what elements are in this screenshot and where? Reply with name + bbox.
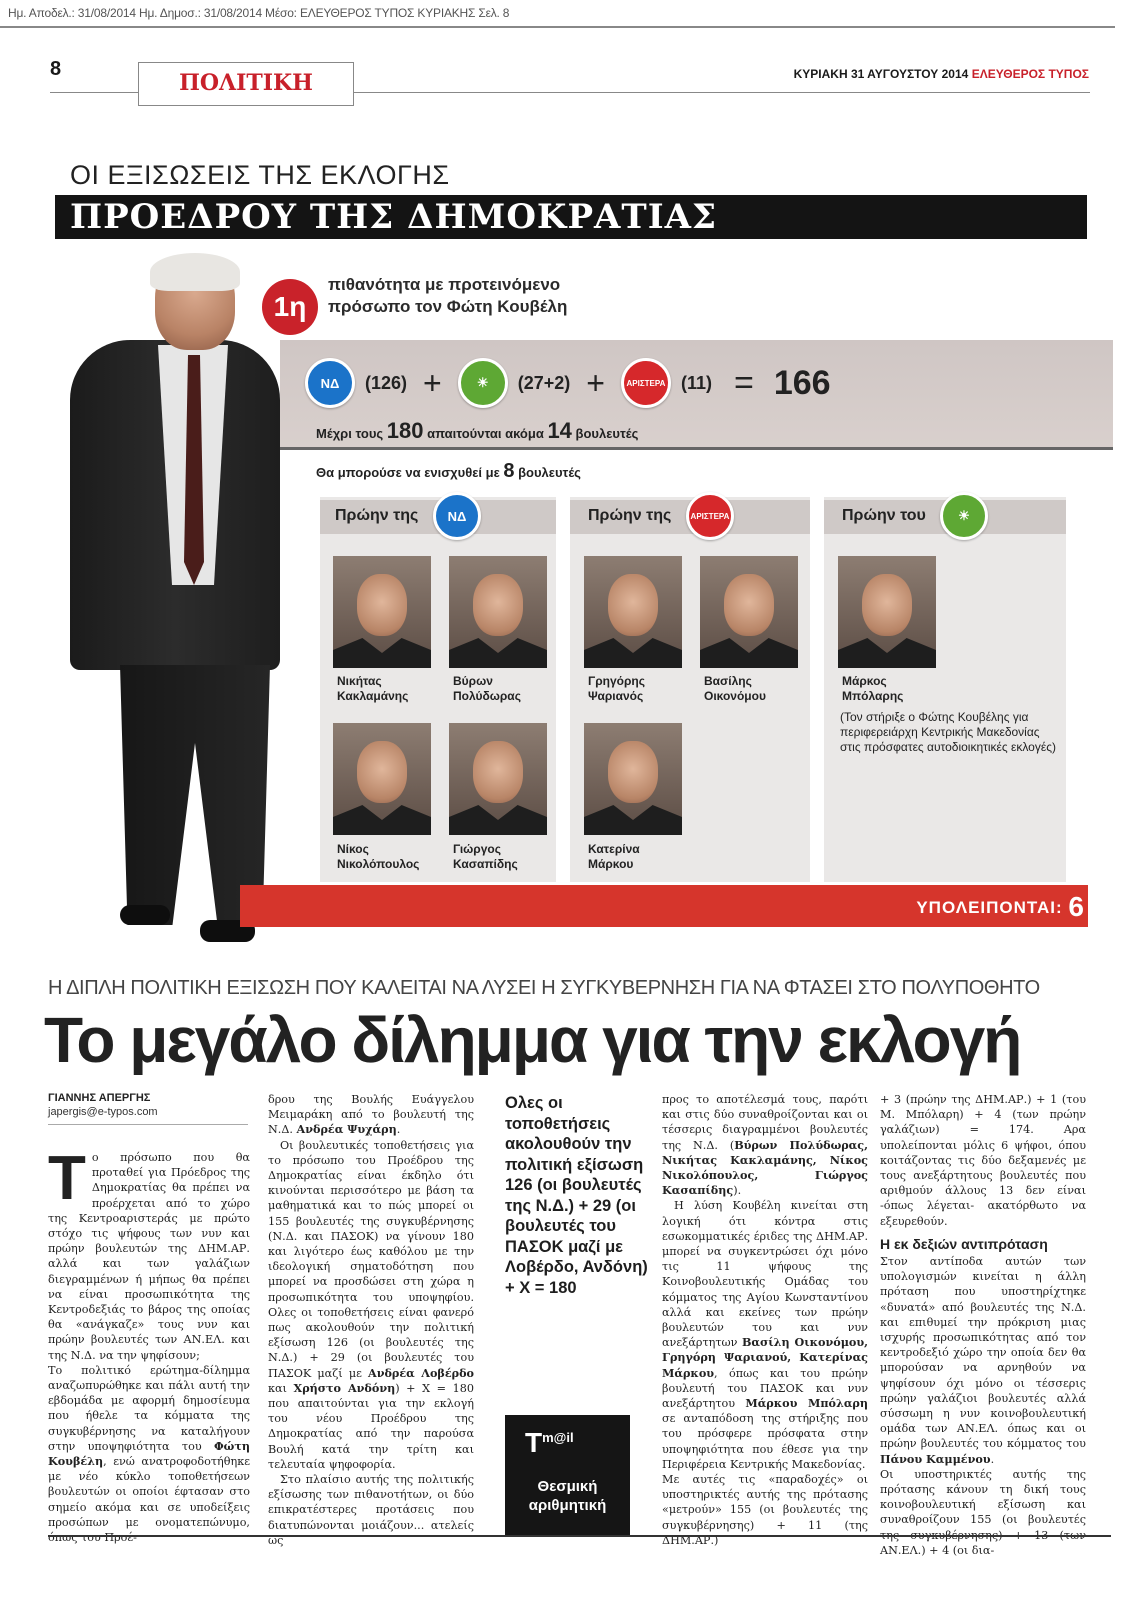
dateline (794, 67, 1089, 81)
author-name: ΓΙΑΝΝΗΣ ΑΠΕΡΓΗΣ (48, 1092, 151, 1104)
portrait-bolaris (838, 556, 936, 668)
feature-title: ΠΡΟΕΔΡΟΥ ΤΗΣ ΔΗΜΟΚΡΑΤΙΑΣ (70, 197, 718, 237)
newspaper-name: ΕΛΕΥΘΕΡΟΣ ΤΥΠΟΣ (971, 67, 1089, 81)
bolaris-note: (Τον στήριξε ο Φώτης Κουβέλης για περιφερειάρχη Κεντρικής Μακεδονίας στις πρόσφατες αυτοδιοικητικές εκλογές) (840, 710, 1056, 754)
byline-divider (48, 1124, 248, 1125)
group-label-pasok: Πρώην του (842, 507, 926, 524)
plus-sign: + (423, 364, 442, 401)
author-email[interactable]: japergis@e-typos.com (48, 1106, 158, 1118)
header-rule (354, 92, 1090, 93)
section-label: ΠΟΛΙΤΙΚΗ (179, 70, 313, 96)
kouvelis-photo (50, 255, 280, 955)
portrait-oikonomou (700, 556, 798, 668)
article-column-3: προς το αποτέλεσμά τους, παρότι και στις δύο συναθροίζονται και οι τέσσερις διαγραμμένοι βουλευτές της Ν.Δ. (Βύρων Πολύδωρας, Νικήτας Κακλαμάνης, Νίκος Νικολόπουλος, Γιώργος Κασαπίδης). Η λύση Κουβέλη κινείται στη λογική ότι κόντρα στις εσωκομματικές έριδες της ΔΗΜ.ΑΡ. μπορεί να συγκεντρώσει όχι μόνο τις 11 ψήφους της Κοινοβουλευτικής Ομάδας του κόμματος της Αγίου Κωνσταντίνου αλλά και εκείνες των πρώην βουλευτών του και νυν ανεξάρτητων Βασίλη Οικονόμου, Γρηγόρη Ψαριανού, Κατερίνας Μάρκου, όπως και του πρώην βουλευτή του ΠΑΣΟΚ και νυν ανεξάρτητου Μάρκου Μπόλαρη σε ανταπόδοση της στήριξης που του πρόσφερε πρόσφατα στην υποψηφιότητα που έθεσε για την Περιφέρεια Κεντρικής Μακεδονίας. Με αυτές τις «παραδοχές» οι υποστηρικτές αυτής της πρότασης «μετρούν» 155 (οι βουλευτές της συγκυβέρνησης) + 11 (της ΔΗΜ.ΑΡ.) (662, 1093, 868, 1547)
tmail-logo: $T^{m@il}$ (525, 1427, 574, 1458)
portrait-kasapidis (449, 723, 547, 835)
header-rule (50, 92, 138, 93)
remaining-count: ΥΠΟΛΕΙΠΟΝΤΑΙ: 6 (916, 891, 1085, 922)
issue-date: ΚΥΡΙΑΚΗ 31 ΑΥΓΟΥΣΤΟΥ 2014 (793, 67, 969, 81)
article-column-1: Τ ο πρόσωπο που θα προταθεί για Πρόεδρος της Δημοκρατίας θα πρέπει να προέρχεται από το χώρο της Κεντροαριστεράς με πρώτο στόχο τις ψήφους των νυν και πρώην βουλευτών της ΔΗΜ.ΑΡ. αλλά και των γαλάζιων διεγραμμένων ή μήπως θα πρέπει να είναι προσωπικότητα της Κεντροδεξιάς το βάρος της οποίας θα «ανάγκαζε» τους νυν και πρώην βουλευτές των ΑΝ.ΕΛ. και της Ν.Δ. να την ψηφίσουν; Το πολιτικό ερώτημα-δίλημμα αναζωπυρώθηκε και πάλι αυτή την εβδομάδα με αφορμή δημοσίευμα που ήθελε τα κόμματα της συγκυβέρνησης να καταλήγουν στην υποψηφιότητα του Φώτη Κουβέλη, ενώ ανατροφοδοτήθηκε με νέο κύκλο τοποθετήσεων βουλευτών οι οποίοι έφτασαν στο σημείο ακόμα και σε υποδείξεις προσώπων με ονοματεπώνυμο, όπως του Προέ- (48, 1144, 250, 1545)
portrait-psarianos (584, 556, 682, 668)
member-name: Βύρων Πολύδωρας (453, 674, 521, 703)
page-bottom-rule (48, 1535, 1111, 1537)
plus-sign: + (586, 364, 605, 401)
member-name: Νικήτας Κακλαμάνης (337, 674, 409, 703)
member-name: Γρηγόρης Ψαριανός (588, 674, 645, 703)
article-column-2: δρου της Βουλής Ευάγγελου Μειμαράκη από το βουλευτή της Ν.Δ. Ανδρέα Ψυχάρη. Οι βουλευτικές τοποθετήσεις για το πρόσωπο του Προέδρου της Δημοκρατίας είναι έκδηλο ότι κινούνται περισσότερο με βάση τα μαθηματικά και το πώς μπορεί οι 155 βουλευτές της συγκυβέρνησης (Ν.Δ. και ΠΑΣΟΚ) να γίνουν 180 και λιγότερο έως καθόλου με την ιδεολογική σηματοδότηση που μπορεί να προσδώσει στη χώρα η προσωπικότητα του υποψηφίου. Ολες οι τοποθετήσεις είναι φανερό πως ακολουθούν την πολιτική εξίσωση 126 (οι βουλευτές της Ν.Δ.) + 29 (οι βουλευτές του ΠΑΣΟΚ μαζί με Ανδρέα Λοβέρδο και Χρήστο Ανδόνη) + Χ = 180 που απαιτούνται για την εκλογή του νέου Προέδρου της Δημοκρατίας από την παρούσα Βουλή κατά την τρίτη και τελευταία ψηφοφορία. Στο πλαίσιο αυτής της πολιτικής εξίσωσης των πιθανοτήτων, οι δύο επικρατέστερες προτάσεις που διατυπώνονται μοιάζουν... ατελείς ως (268, 1093, 474, 1547)
drop-cap: Τ (48, 1144, 86, 1213)
equals-sign: = (733, 363, 754, 402)
article-overline: Η ΔΙΠΛΗ ΠΟΛΙΤΙΚΗ ΕΞΙΣΩΣΗ ΠΟΥ ΚΑΛΕΙΤΑΙ ΝΑ ΛΥΣΕΙ Η ΣΥΓΚΥΒΕΡΝΗΣΗ ΓΙΑ ΝΑ ΦΤΑΣΕΙ ΣΤΟ ΠΟΛΥΠΟΘΗΤΟ (48, 977, 1040, 999)
pasok-logo-icon: ☀ (940, 492, 988, 540)
meta-divider (0, 26, 1115, 28)
nd-logo-icon: ΝΔ (433, 492, 481, 540)
group-label-dimar: Πρώην της (588, 507, 672, 524)
article-headline: Το μεγάλο δίλημμα για την εκλογή (44, 1004, 1021, 1076)
pull-quote: Ολες οι τοποθετήσεις ακολουθούν την πολιτική εξίσωση 126 (οι βουλευτές της Ν.Δ.) + 29 (οι βουλευτές του ΠΑΣΟΚ μαζί με Λοβέρδο, Ανδόνη) + Χ = 180 (505, 1094, 648, 1297)
nd-seats: (126) (365, 372, 408, 393)
portrait-kaklamanis (333, 556, 431, 668)
portrait-markou (584, 723, 682, 835)
member-name: Κατερίνα Μάρκου (588, 842, 640, 871)
member-name: Μάρκος Μπόλαρης (842, 674, 904, 703)
dimar-logo-icon: ΑΡΙΣΤΕΡΑ (686, 492, 734, 540)
dimar-logo-icon: ΑΡΙΣΤΕΡΑ (621, 358, 671, 408)
seat-total: 166 (773, 363, 831, 402)
tmail-title: Θεσμική αριθμητική (528, 1478, 607, 1514)
member-name: Βασίλης Οικονόμου (704, 674, 766, 703)
group-label-nd: Πρώην της (335, 507, 419, 524)
reinforcement-line: Θα μπορούσε να ενισχυθεί με 8 βουλευτές (316, 460, 581, 482)
scenario-lead: πιθανότητα με προτεινόμενο πρόσωπο τον Φώτη Κουβέλη (328, 275, 568, 316)
nd-logo-icon: ΝΔ (305, 358, 355, 408)
pasok-logo-icon: ☀ (458, 358, 508, 408)
feature-kicker: ΟΙ ΕΞΙΣΩΣΕΙΣ ΤΗΣ ΕΚΛΟΓΗΣ (70, 160, 450, 190)
clipping-metadata: Ημ. Αποδελ.: 31/08/2014 Ημ. Δημοσ.: 31/08/2014 Μέσο: ΕΛΕΥΘΕΡΟΣ ΤΥΠΟΣ ΚΥΡΙΑΚΗΣ Σελ. 8 (8, 6, 510, 20)
pasok-seats: (27+2) (517, 372, 571, 393)
dimar-seats: (11) (680, 372, 712, 393)
seat-equation (305, 358, 831, 408)
article-column-4: + 3 (πρώην της ΔΗΜ.ΑΡ.) + 1 (του Μ. Μπόλαρη) + 4 (των πρώην γαλάζιων) = 174. Αρα υπολείπονται μόλις 6 ψήφοι, όπου κοιτάζοντας τις δύο δεξαμενές με τους ανεξάρτητους βουλευτές που αριθμούν άλλους 13 δεν είναι -όπως λέγεται- ακατόρθωτο να εξευρεθούν. Η εκ δεξιών αντιπρόταση Στον αντίποδα αυτών των υπολογισμών κινείται η άλλη πρόταση που υποστηρίχτηκε «δυνατά» από βουλευτές της Ν.Δ. και επιθυμεί την πρόκριση μιας ισχυρής προσωπικότητας από τον κεντροδεξιό χώρο την οποία δεν θα μπορούσαν να αρνηθούν να ψηφίσουν όχι μόνο οι τέσσερις πρώην γαλάζιοι βουλευτές αλλά σύσσωμη η νυν κοινοβουλευτική ομάδα των ΑΝ.ΕΛ. όπως και οι πρώην βουλευτές του κόμματος του Πάνου Καμμένου. Οι υποστηρικτές αυτής της πρότασης κάνουν τη δική τους κοινοβουλευτική εξίσωση και συναθροίζουν 155 (οι βουλευτές της συγκυβέρνησης) + 13 (των ΑΝ.ΕΛ.) + 4 (οι δια- (880, 1093, 1086, 1557)
member-name: Νίκος Νικολόπουλος (337, 842, 420, 871)
member-name: Γιώργος Κασαπίδης (453, 842, 518, 871)
page-number: 8 (50, 58, 62, 80)
seats-needed-line: Μέχρι τους 180 απαιτούνται ακόμα 14 βουλευτές (316, 418, 639, 443)
tmail-box (505, 1415, 630, 1535)
portrait-nikolopoulos (333, 723, 431, 835)
scenario-badge: 1η (262, 279, 318, 335)
article-subhead: Η εκ δεξιών αντιπρόταση (880, 1235, 1048, 1252)
portrait-polydoras (449, 556, 547, 668)
